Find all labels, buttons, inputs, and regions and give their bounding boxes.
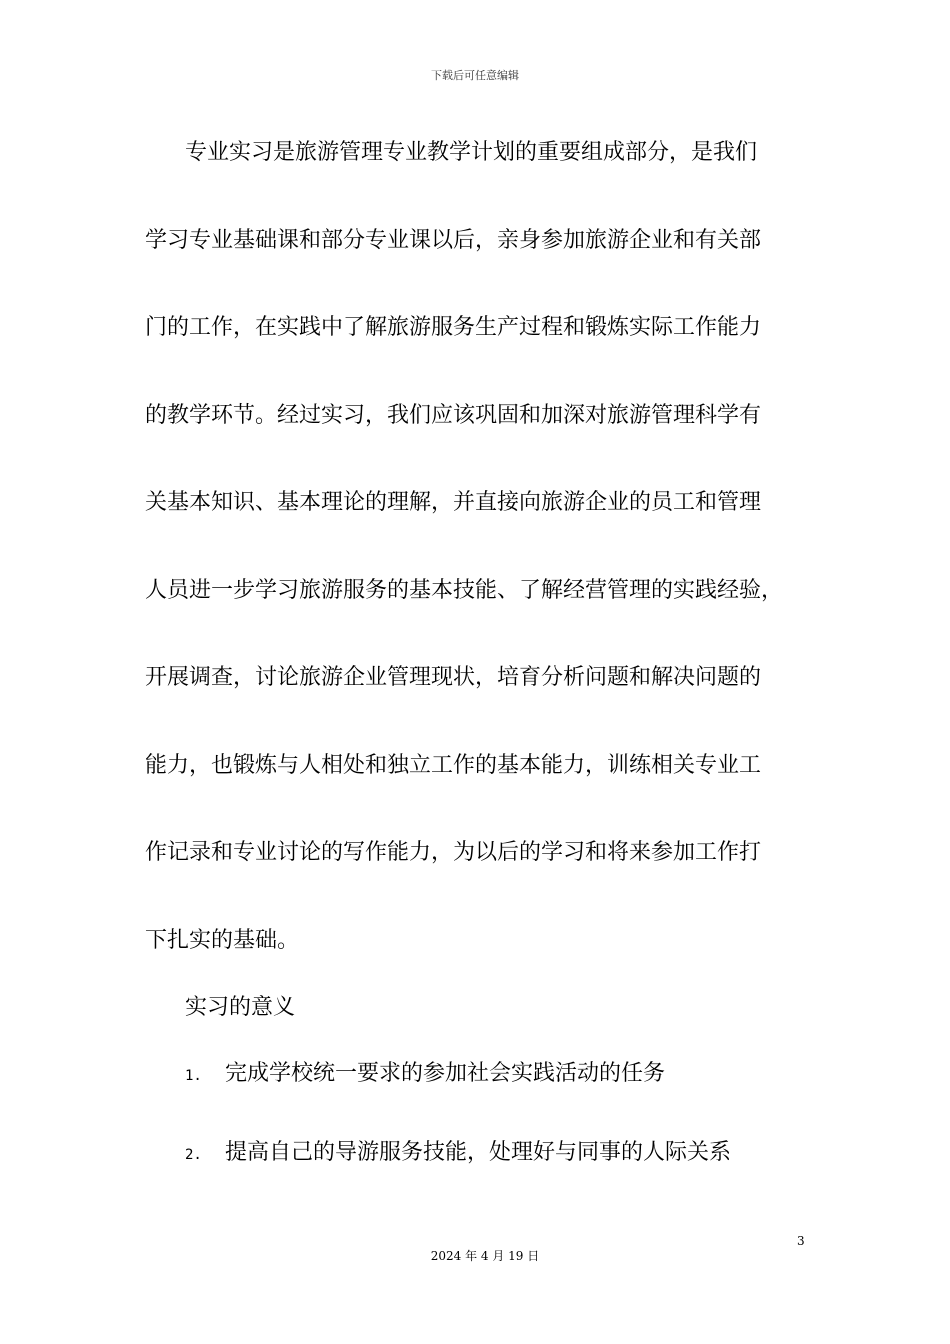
paragraph-line: 能力，也锻炼与人相处和独立工作的基本能力，训练相关专业工	[145, 752, 762, 778]
paragraph-line: 学习专业基础课和部分专业课以后，亲身参加旅游企业和有关部	[145, 227, 762, 253]
page-number: 3	[797, 1234, 805, 1248]
paragraph-line: 专业实习是旅游管理专业教学计划的重要组成部分，是我们	[185, 140, 758, 165]
list-item-text: 提高自己的导游服务技能，处理好与同事的人际关系	[225, 1140, 732, 1165]
list-item-number: 1.	[185, 1068, 202, 1084]
list-item	[185, 1053, 665, 1097]
list-item-number: 2.	[185, 1147, 202, 1163]
paragraph-line: 人员进一步学习旅游服务的基本技能、了解经营管理的实践经验，	[145, 577, 784, 603]
section-heading: 实习的意义	[185, 995, 296, 1020]
paragraph-line: 下扎实的基础。	[145, 927, 300, 953]
paragraph-line: 作记录和专业讨论的写作能力，为以后的学习和将来参加工作打	[145, 840, 762, 865]
paragraph-line: 关基本知识、基本理论的理解，并直接向旅游企业的员工和管理	[145, 490, 762, 515]
paragraph-line: 门的工作，在实践中了解旅游服务生产过程和锻炼实际工作能力	[145, 315, 762, 340]
footer-date: 2024 年 4 月 19 日	[430, 1249, 540, 1263]
paragraph-line: 的教学环节。经过实习，我们应该巩固和加深对旅游管理科学有	[145, 402, 762, 428]
list-item-text: 完成学校统一要求的参加社会实践活动的任务	[225, 1061, 666, 1086]
paragraph-line: 开展调查，讨论旅游企业管理现状，培育分析问题和解决问题的	[145, 665, 762, 690]
page-header: 下载后可任意编辑	[431, 69, 519, 82]
list-item	[185, 1132, 731, 1176]
body-paragraph	[145, 130, 807, 1005]
